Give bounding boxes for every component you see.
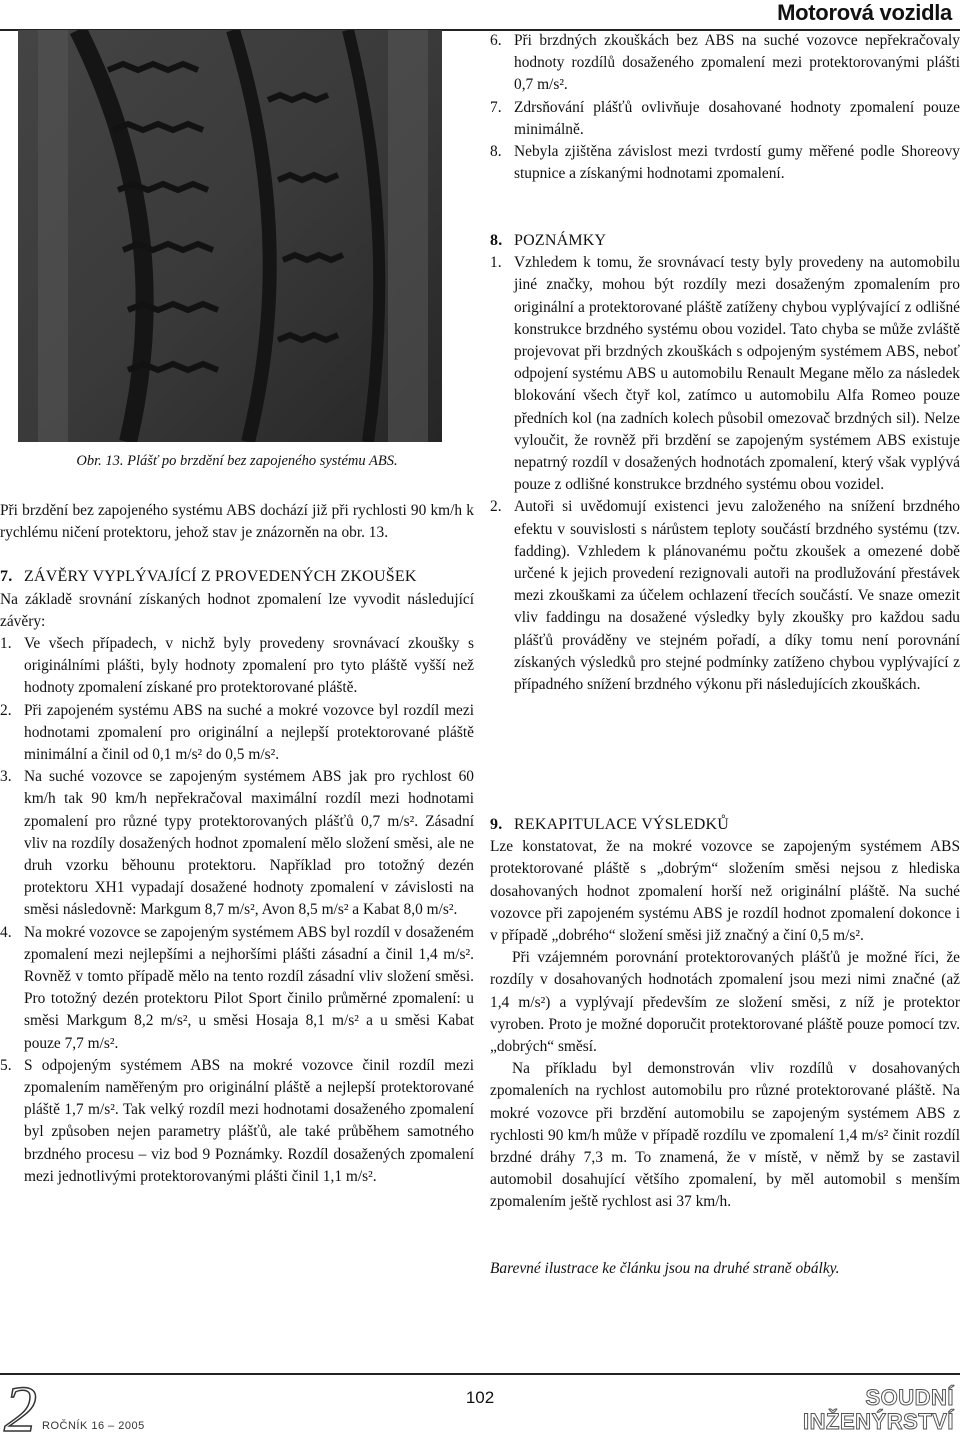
logo-digit: 2 xyxy=(4,1373,37,1446)
item-text: Vzhledem k tomu, že srovnávací testy byly provedeny na automobilu jiné značky, mohou být rozdíly mezi dosaženým zpomalením pro originální a protektorované pláště zatíženy chybou vyplývající z odlišné konstrukce brzdného systému obou vozidel. Tato chyba se může zvláště projevovat při brzdných zkouškách s odpojeným systémem ABS, neboť odpojení systému ABS u automobilu Renault Megane mělo za následek blokování všech čtyř kol, zatímco u automobilu Alfa Romeo pouze předních kol (na zadních kolech působil omezovač brzdných sil). Nelze vyloučit, že rovněž při brzdění se zapojeným systémem ABS existuje nepatrný rozdíl v dosažených hodnotách zpomalení, který však vyplývá pouze z odlišné konstrukce brzdného systému obou vozidel. xyxy=(514,254,960,494)
item-text: Autoři si uvědomují existenci jevu založeného na snížení brzdného efektu v souvislosti s nárůstem teploty součástí brzdného systému (tzv. fadding). Vzhledem k plánovanému počtu zkoušek a omezené době určené k jejich provedení rezignovali autoři na prodlužování přestávek mezi zkouškami za účelem ochlazení třecích součástí. Ve snaze omezit vliv faddingu na dosažené výsledky byly zkoušky pro každou sadu plášťů prováděny ve stejném pořadí, a díky tomu není porovnání získaných výsledků pro stejné podmínky zatíženo chybou vyplývající z případného snížení brzdného výkonu při následujících zkouškách. xyxy=(514,498,960,694)
section-7-heading xyxy=(0,566,474,588)
tire-tread-photo xyxy=(18,30,442,442)
journal-logo xyxy=(803,1386,954,1434)
item-number: 1. xyxy=(490,254,502,272)
recap-paragraph: Na příkladu byl demonstrován vliv rozdílů v dosahovaných zpomaleních na rychlost automobilu pro různé protektorované pláště. Na mokré vozovce při brzdění automobilu se zapojeným systémem ABS z rychlosti 90 km/h může v případě rozdílu ve zpomalení 1,4 m/s² činit rozdíl brzdné dráhy 7,3 m. To znamená, že v místě, v němž by se zastavil automobil dosahující většího zpomalení, by měl automobil s menším zpomalením ještě rychlost asi 37 km/h. xyxy=(490,1060,960,1211)
section-8-title: POZNÁMKY xyxy=(514,232,607,249)
item-text: Nebyla zjištěna závislost mezi tvrdostí gumy měřené podle Shoreovy stupnice a získanými hodnotami zpomalení. xyxy=(514,143,960,183)
item-number: 4. xyxy=(0,923,12,941)
journal-name-line2: INŽENÝRSTVÍ xyxy=(803,1409,954,1434)
recap-paragraph: Při vzájemném porovnání protektorovaných plášťů je možné říci, že rozdíly v dosahovaných hodnotách zpomalení jsou mezi nimi značné (až 1,4 m/s²) a vyplývají především ze složení směsi, z níž je protektor vyroben. Proto je možné doporučit protektorované pláště pouze pomocí tzv. „dobrých“ směsí. xyxy=(490,949,960,1056)
section-title: Motorová vozidla xyxy=(777,0,952,25)
recap-paragraph: Lze konstatovat, že na mokré vozovce se zapojeným systémem ABS protektorované pláště s „dobrým“ složením směsi nejsou z hlediska dosahovaných hodnot zpomalení horší než originální pláště. Na suché vozovce při zapojeném systému ABS je rozdíl hodnot zpomalení dokonce i v případě „dobrého“ složení směsi již značný a činí 0,5 m/s². xyxy=(490,838,960,945)
item-number: 8. xyxy=(490,143,502,161)
color-illustrations-note: Barevné ilustrace ke článku jsou na druhé straně obálky. xyxy=(490,1259,840,1277)
item-number: 3. xyxy=(0,768,12,786)
section-7-number: 7. xyxy=(0,568,13,586)
item-number: 2. xyxy=(490,498,502,516)
item-text: Na suché vozovce se zapojeným systémem ABS jak pro rychlost 60 km/h tak 90 km/h nepřekračoval maximální rozdíl mezi hodnotami zpomalení pro různé typy protektorovaných plášťů 0,7 m/s². Zásadní vliv na rozdíly dosažených hodnot zpomalení mělo složení směsi, ale ne druh vzorku běhounu protektoru. Například pro totožný dezén protektoru XH1 vypadají dosažené hodnoty zpomalení v závislosti na směsi následovně: Markgum 8,7 m/s², Avon 8,5 m/s² a Kabat 8,0 m/s². xyxy=(24,768,474,919)
item-text: Při zapojeném systému ABS na suché a mokré vozovce byl rozdíl mezi hodnotami zpomalení pro originální a nejlepší protektorované pláště minimální a činil od 0,1 m/s² do 0,5 m/s². xyxy=(24,701,474,764)
item-number: 2. xyxy=(0,701,12,719)
conclusion-item xyxy=(0,922,474,1055)
conclusion-item xyxy=(0,1055,474,1188)
note-item xyxy=(490,496,960,696)
item-number: 1. xyxy=(0,635,12,653)
section-7-intro: Na základě srovnání získaných hodnot zpomalení lze vyvodit následující závěry: xyxy=(0,590,474,630)
figure-caption: Obr. 13. Plášť po brzdění bez zapojeného systému ABS. xyxy=(76,453,398,469)
item-text: Na mokré vozovce se zapojeným systémem ABS byl rozdíl v dosaženém zpomalení mezi nejlepšími a nejhoršími plášti zásadní a činil 1,4 m/s². Rovněž v tomto případě mělo na tento rozdíl zásadní vliv složení směsi. Pro totožný dezén protektoru Pilot Sport činilo průměrné zpomalení: u směsi Markgum 8,2 m/s², u směsi Hosaja 8,1 m/s² a u směsi Kabat pouze 7,7 m/s². xyxy=(24,923,474,1052)
conclusion-item xyxy=(0,633,474,700)
journal-name-line1: SOUDNÍ xyxy=(865,1385,954,1410)
section-8-number: 8. xyxy=(490,232,503,249)
conclusion-item xyxy=(490,141,960,185)
item-text: Při brzdných zkouškách bez ABS na suché vozovce nepřekračovaly hodnoty rozdílů dosaženého zpomalení mezi protektorovanými plášti 0,7 m/s². xyxy=(514,32,960,94)
footer-divider xyxy=(0,1373,960,1375)
item-text: Ve všech případech, v nichž byly provedeny srovnávací zkoušky s originálními plášti, byly hodnoty zpomalení pro tyto pláště vyšší než hodnoty zpomalení získané pro protektorované pláště. xyxy=(24,635,474,697)
item-text: S odpojeným systémem ABS na mokré vozovce činil rozdíl mezi zpomalením naměřeným pro originální pláště a nejlepší protektorované pláště 1,7 m/s². Tak velký rozdíl mezi hodnotami dosaženého zpomalení byl způsoben nejen parametry plášťů, ale také průběhem samotného brzdného procesu – viz bod 9 Poznámky. Rozdíl dosažených zpomalení mezi jednotlivými protektorovanými plášti činil 1,1 m/s². xyxy=(24,1056,474,1185)
page-number: 102 xyxy=(465,1388,495,1407)
conclusion-item xyxy=(0,700,474,767)
conclusion-item xyxy=(490,97,960,141)
volume-label: ROČNÍK 16 – 2005 xyxy=(42,1420,145,1432)
note-item xyxy=(490,252,960,496)
item-number: 5. xyxy=(0,1056,12,1074)
item-text: Zdrsňování plášťů ovlivňuje dosahované hodnoty zpomalení pouze minimálně. xyxy=(514,98,960,138)
conclusion-item xyxy=(490,30,960,97)
item-number: 7. xyxy=(490,98,502,116)
conclusion-item xyxy=(0,766,474,921)
section-9-heading xyxy=(490,814,960,836)
volume-logo xyxy=(4,1373,204,1446)
section-9-number: 9. xyxy=(490,816,503,833)
intro-paragraph: Při brzdění bez zapojeného systému ABS dochází již při rychlosti 90 km/h k rychlému ničení protektoru, jehož stav je znázorněn na obr. 13. xyxy=(0,502,474,542)
item-number: 6. xyxy=(490,32,502,49)
page-header xyxy=(0,0,960,28)
section-8-heading xyxy=(490,230,960,252)
section-7-title: ZÁVĚRY VYPLÝVAJÍCÍ Z PROVEDENÝCH ZKOUŠEK xyxy=(24,568,417,586)
section-9-title: REKAPITULACE VÝSLEDKŮ xyxy=(514,816,730,833)
